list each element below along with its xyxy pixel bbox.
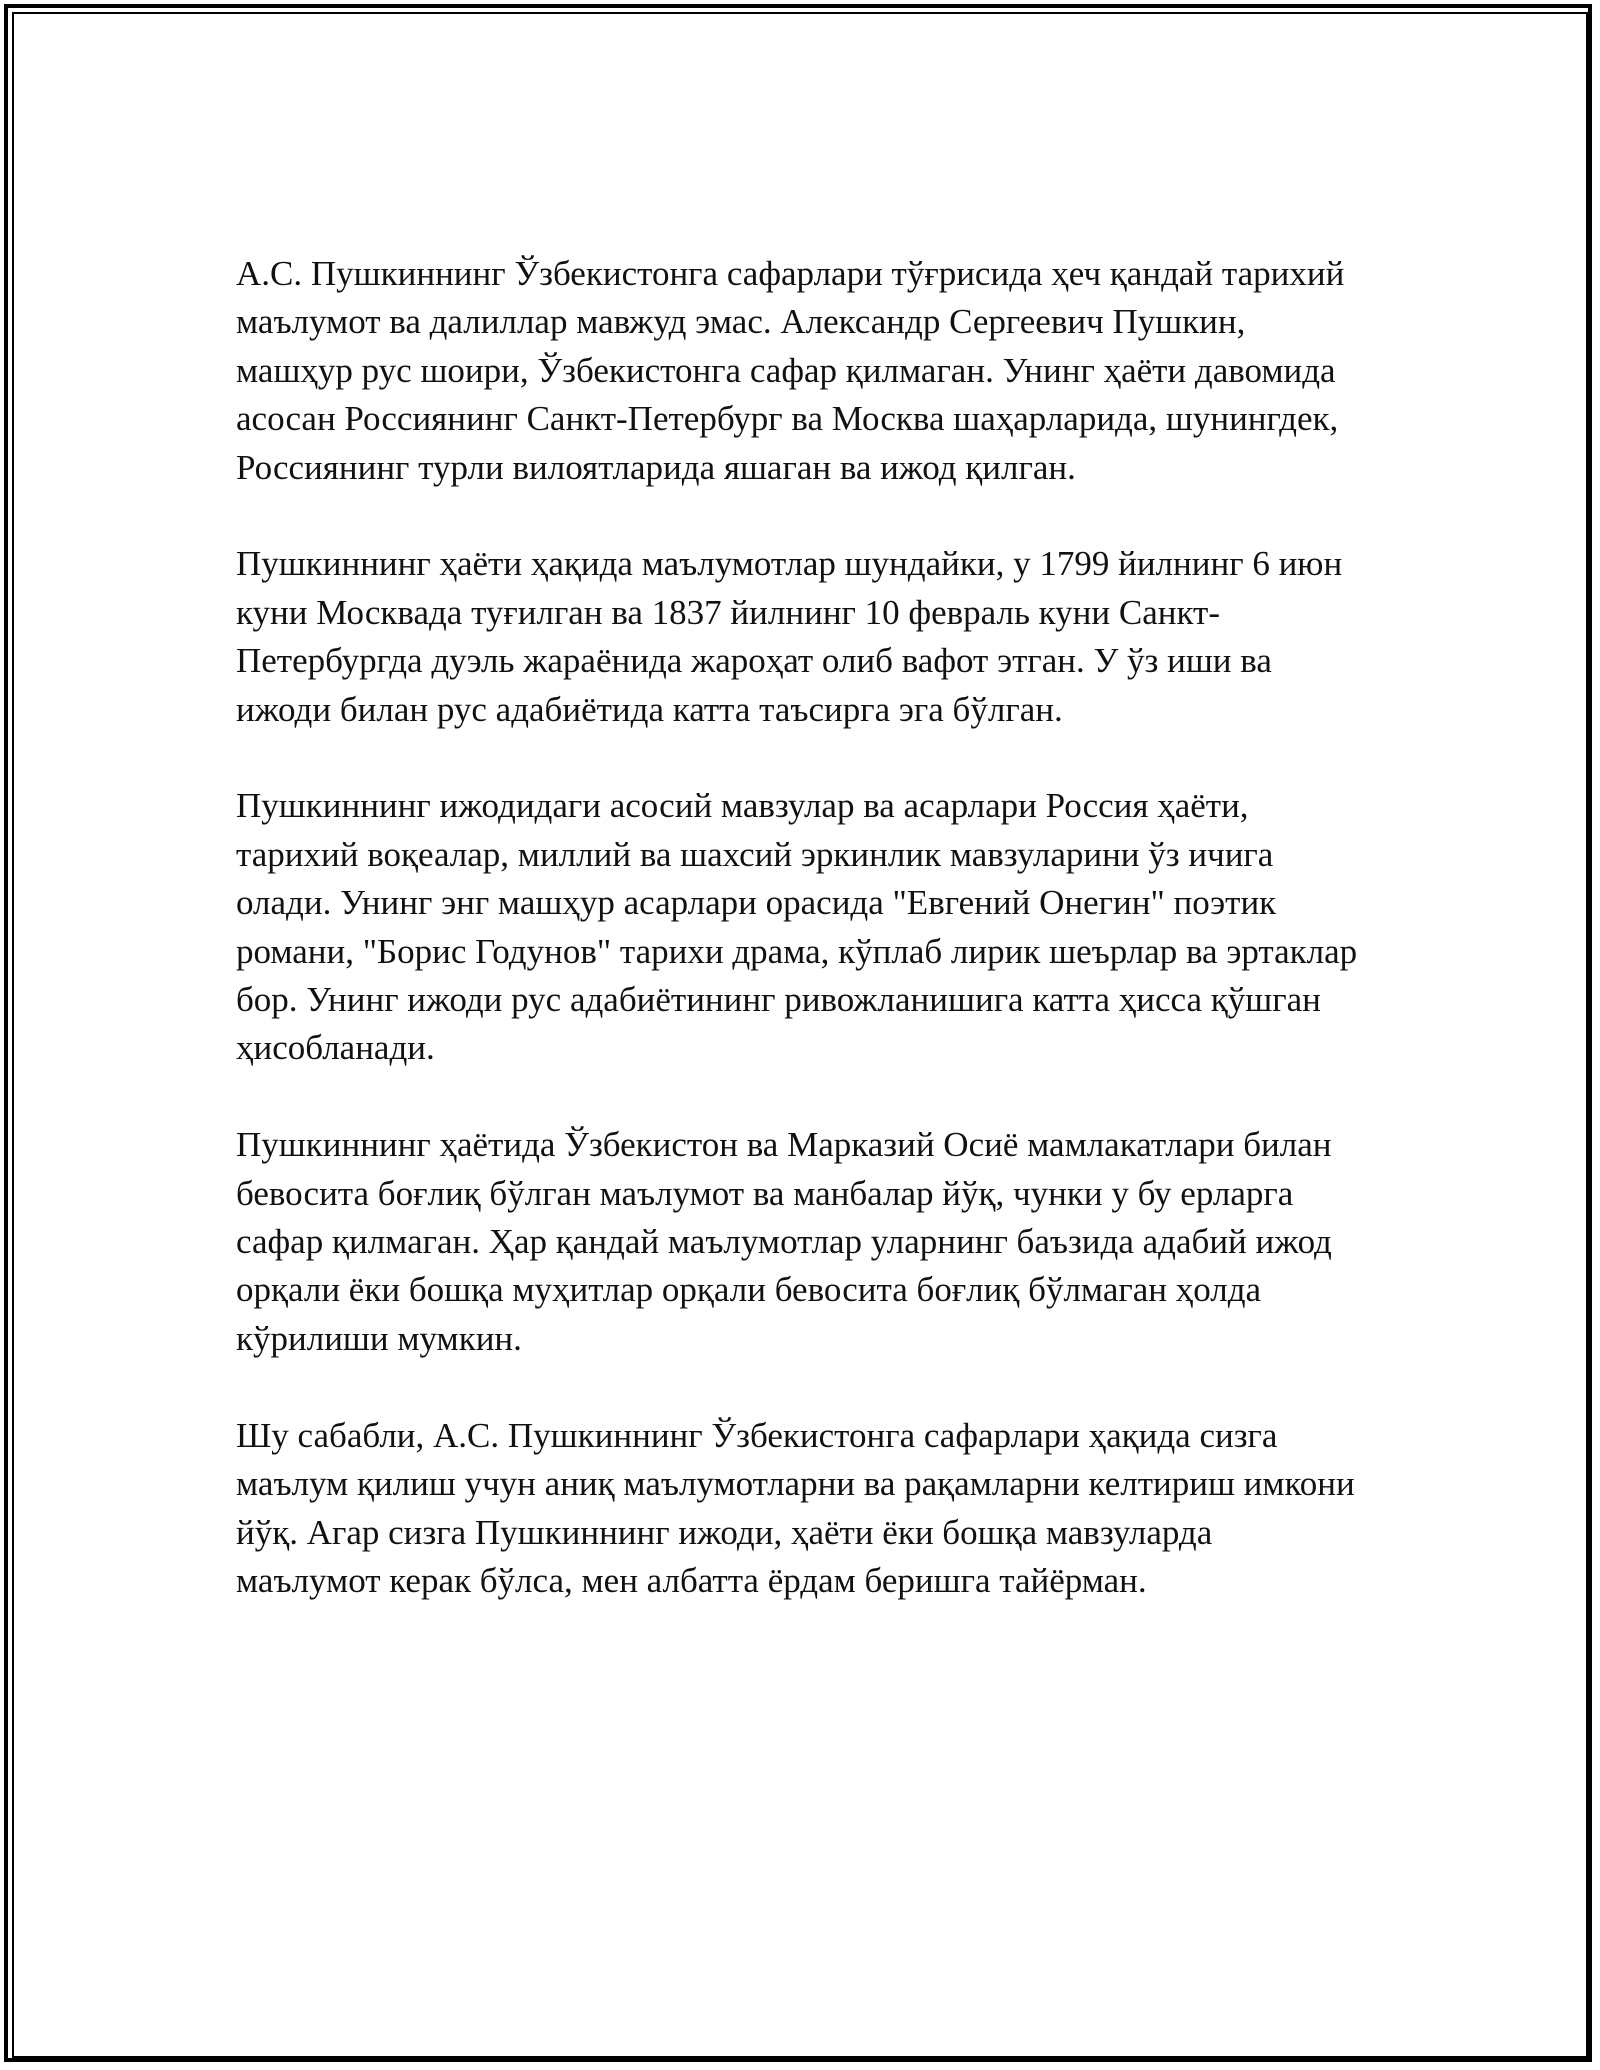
paragraph-1: А.С. Пушкиннинг Ўзбекистонга сафарлари тўғрисида ҳеч қандай тарихий маълумот ва далиллар мавжуд эмас. Александр Сергеевич Пушкин, машҳур рус шоири, Ўзбекистонга сафар қилмаган. Унинг ҳаёти давомида асосан Россиянинг Санкт-Петербург ва Москва шаҳарларида, шунингдек, Россиянинг турли вилоятларида яшаган ва ижод қилган.: [236, 254, 1345, 487]
document-body: [236, 250, 1364, 1654]
paragraph-5: Шу сабабли, А.С. Пушкиннинг Ўзбекистонга сафарлари ҳақида сизга маълум қилиш учун аниқ маълумотларни ва рақамларни келтириш имкони йўқ. Агар сизга Пушкиннинг ижоди, ҳаёти ёки бошқа мавзуларда маълумот керак бўлса, мен албатта ёрдам беришга тайёрман.: [236, 1415, 1355, 1600]
paragraph-3: Пушкиннинг ижодидаги асосий мавзулар ва асарлари Россия ҳаёти, тарихий воқеалар, миллий ва шахсий эркинлик мавзуларини ўз ичига олади. Унинг энг машҳур асарлари орасида "Евгений Онегин" поэтик романи, "Борис Годунов" тарихи драма, кўплаб лирик шеърлар ва эртаклар бор. Унинг ижоди рус адабиётининг ривожланишига катта ҳисса қўшган ҳисобланади.: [236, 786, 1358, 1068]
paragraph-2: Пушкиннинг ҳаёти ҳақида маълумотлар шундайки, у 1799 йилнинг 6 июн куни Москвада туғилган ва 1837 йилнинг 10 февраль куни Санкт-Петербургда дуэль жараёнида жароҳат олиб вафот этган. У ўз иши ва ижоди билан рус адабиётида катта таъсирга эга бўлган.: [236, 544, 1343, 729]
paragraph-4: Пушкиннинг ҳаётида Ўзбекистон ва Марказий Осиё мамлакатлари билан бевосита боғлиқ бўлган маълумот ва манбалар йўқ, чунки у бу ерларга сафар қилмаган. Ҳар қандай маълумотлар уларнинг баъзида адабий ижод орқали ёки бошқа муҳитлар орқали бевосита боғлиқ бўлмаган ҳолда кўрилиши мумкин.: [236, 1125, 1332, 1358]
